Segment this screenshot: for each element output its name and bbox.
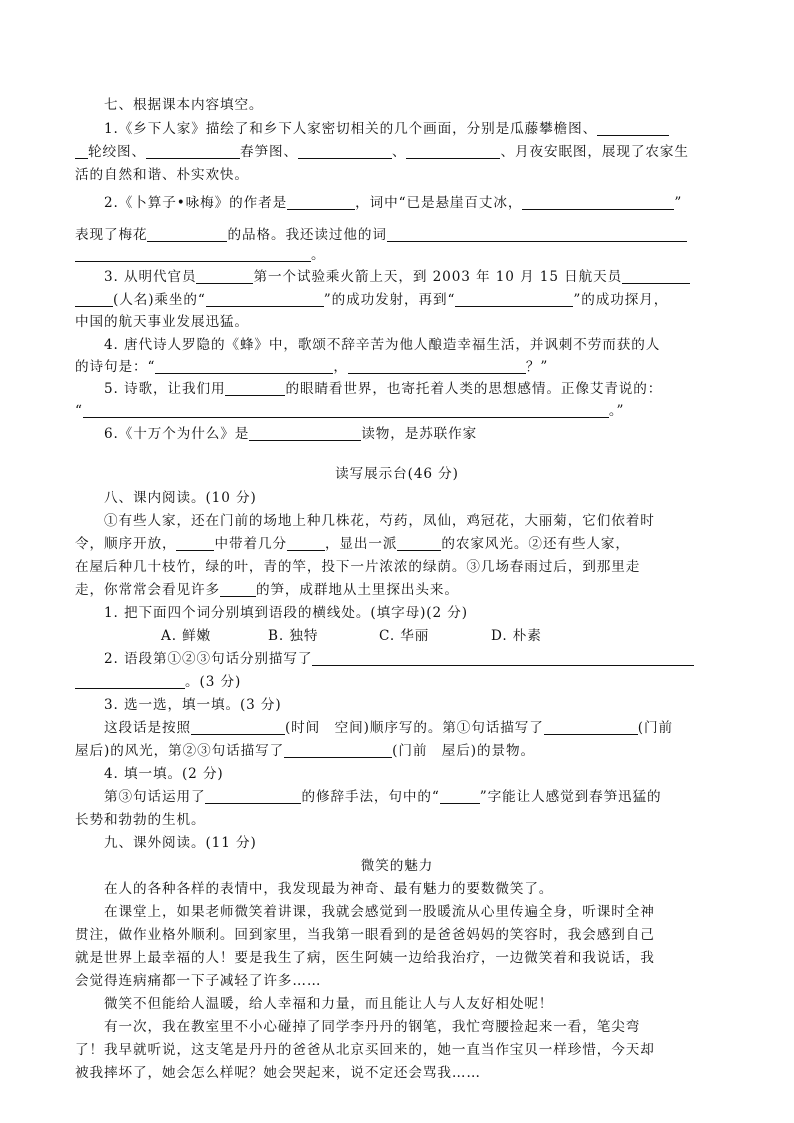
q7-3-text-c: (人名)乘坐的“: [113, 292, 206, 308]
answer-blank[interactable]: [225, 381, 285, 396]
answer-blank[interactable]: [284, 743, 392, 758]
passage-line3: 在屋后种几十枝竹，绿的叶，青的竿，投下一片浓浓的绿荫。③几场春雨过后，到那里走: [75, 559, 641, 575]
q7-2-line3: [75, 246, 326, 264]
passage-text: ，显出一派: [324, 536, 398, 552]
answer-blank[interactable]: [298, 144, 392, 159]
article-line: 有一次，我在教室里不小心碰掉了同学李丹丹的钢笔，我忙弯腰捡起来一看，笔尖弯: [104, 1019, 641, 1035]
q7-5-text-c: “: [75, 403, 83, 419]
q7-1-text-a: 1.《乡下人家》描绘了和乡下人家密切相关的几个画面，分别是瓜藤攀檐图、: [104, 121, 598, 137]
answer-blank[interactable]: [206, 292, 324, 307]
passage-text: 的笋，成群地从土里探出头来。: [255, 582, 459, 598]
q7-1-line2: [75, 143, 689, 161]
q7-4-line2: [75, 358, 548, 376]
q7-1-text-c: 春笋图、: [239, 144, 298, 160]
q8-4-line1: [104, 788, 662, 806]
passage-line1: ①有些人家，还在门前的场地上种几株花，芍药，凤仙，鸡冠花，大丽菊，它们依着时: [104, 513, 655, 529]
answer-blank[interactable]: [287, 536, 325, 551]
section9-heading: 九、课外阅读。(11 分): [104, 835, 257, 851]
section7-heading: 七、根据课本内容填空。: [104, 97, 264, 113]
article-title: 微笑的魅力: [360, 858, 434, 874]
article-line: 微笑不但能给人温暖，给人幸福和力量，而且能让人与人友好相处呢！: [104, 996, 554, 1012]
q7-3-text-e: ”的成功探月，: [573, 292, 669, 308]
q7-4-text-c: ，: [333, 359, 348, 375]
answer-blank[interactable]: [196, 269, 253, 284]
q7-2-line2: [75, 226, 687, 244]
answer-blank[interactable]: [387, 227, 687, 242]
q7-2-text-e: 的品格。我还读过他的词: [227, 227, 387, 243]
q8-3-text-c: (门前: [637, 720, 673, 736]
answer-blank[interactable]: [147, 227, 227, 242]
article-line: 贯注，做作业格外顺利。回到家里，当我第一眼看到的是爸爸妈妈的笑容时，我会感到自己: [75, 927, 655, 943]
answer-blank[interactable]: [249, 426, 361, 441]
q7-3-line3: 中国的航天事业发展迅猛。: [75, 314, 249, 330]
answer-blank[interactable]: [312, 651, 694, 666]
q7-2-line1: [104, 194, 682, 212]
answer-blank[interactable]: [83, 403, 609, 418]
answer-blank[interactable]: [406, 144, 500, 159]
q7-5-text-a: 5. 诗歌，让我们用: [104, 381, 226, 397]
q8-4-text-c: ”字能让人感觉到春笋迅猛的: [479, 789, 662, 805]
q7-3-text-b: 第一个试验乘火箭上天，到 2003 年 10 月 15 日航天员: [253, 269, 623, 285]
answer-blank[interactable]: [397, 536, 441, 551]
q7-2-text-c: ”: [674, 195, 683, 211]
q7-2-text-a: 2.《卜算子•咏梅》的作者是: [104, 195, 288, 211]
q7-6-text-b: 读物，是苏联作家: [361, 426, 478, 442]
q8-3-text-d: 屋后)的风光，第②③句话描写了: [75, 743, 285, 759]
q8-3-text-e: (门前 屋后)的景物。: [392, 743, 535, 759]
q7-5-text-d: 。”: [608, 403, 625, 419]
answer-blank[interactable]: [622, 269, 690, 284]
passage-text: 走，你常常会看见许多: [75, 582, 220, 598]
passage-text: 令，顺序开放，: [75, 536, 177, 552]
q7-1-line3: 活的自然和谐、朴实欢快。: [75, 167, 249, 183]
passage-line4: [75, 581, 459, 599]
answer-blank[interactable]: [75, 292, 113, 307]
q7-4-text-b: 的诗句是：“: [75, 359, 156, 375]
answer-blank[interactable]: [522, 195, 674, 210]
q7-6-line1: [104, 425, 477, 443]
q7-1-text-e: 、月夜安眠图，展现了农家生: [500, 144, 689, 160]
answer-blank[interactable]: [348, 359, 526, 374]
q8-2-text-a: 2. 语段第①②③句话分别描写了: [104, 651, 313, 667]
answer-blank[interactable]: [205, 789, 301, 804]
q7-1-text-d: 、: [391, 144, 407, 160]
answer-blank[interactable]: [155, 359, 333, 374]
article-line: 在课堂上，如果老师微笑着讲课，我就会感觉到一股暖流从心里传遍全身，听课时全神: [104, 904, 655, 920]
answer-blank[interactable]: [455, 292, 573, 307]
article-line: 在人的各种各样的表情中，我发现最为神奇、最有魅力的要数微笑了。: [104, 881, 554, 897]
q7-6-text-a: 6.《十万个为什么》是: [104, 426, 250, 442]
q7-5-line1: [104, 380, 662, 398]
q8-3-text-b: (时间 空间)顺序写的。第①句话描写了: [284, 720, 544, 736]
q7-3-text-a: 3. 从明代官员: [104, 269, 197, 285]
q7-4-line1: 4. 唐代诗人罗隐的《蜂》中，歌颂不辞辛苦为他人酿造幸福生活，并讽刺不劳而获的人: [104, 337, 661, 353]
q7-3-line1: [104, 268, 690, 286]
q8-2-line1: [104, 650, 694, 668]
q7-1-line1: [104, 120, 669, 138]
answer-blank[interactable]: [75, 674, 185, 689]
q7-3-text-d: ”的成功发射，再到“: [323, 292, 456, 308]
q8-3-text-a: 这段话是按照: [104, 720, 191, 736]
answer-blank[interactable]: [146, 144, 240, 159]
q8-1-option-a: A. 鲜嫩: [161, 628, 212, 644]
q7-2-text-d: 表现了梅花: [75, 227, 148, 243]
q8-3-stem: 3. 选一选，填一填。(3 分): [104, 697, 282, 713]
q7-1-text-b: 轮绞图、: [88, 144, 146, 160]
q7-2-text-f: 。: [311, 247, 326, 263]
q8-1-stem: 1. 把下面四个词分别填到语段的横线处。(填字母)(2 分): [104, 605, 468, 621]
q8-4-text-b: 的修辞手法，句中的“: [301, 789, 440, 805]
q8-1-option-b: B. 独特: [268, 628, 319, 644]
showcase-title: 读写展示台(46 分): [335, 466, 459, 482]
passage-line2: [75, 535, 630, 553]
passage-text: 中带着几分: [214, 536, 287, 552]
answer-blank[interactable]: [75, 144, 88, 159]
q8-3-line2: [75, 742, 535, 760]
q7-5-text-b: 的眼睛看世界，也寄托着人类的思想感情。正像艾青说的：: [285, 381, 663, 397]
section8-heading: 八、课内阅读。(10 分): [104, 490, 257, 506]
answer-blank[interactable]: [544, 720, 638, 735]
answer-blank[interactable]: [597, 121, 669, 136]
answer-blank[interactable]: [191, 720, 285, 735]
article-line: 就是世界上最幸福的人！要是我生了病，医生阿姨一边给我治疗，一边微笑着和我说话，我: [75, 950, 655, 966]
answer-blank[interactable]: [440, 789, 480, 804]
q8-1-option-d: D. 朴素: [491, 628, 542, 644]
q7-3-line2: [75, 291, 668, 309]
q8-2-line2: [75, 673, 241, 691]
q7-5-line2: [75, 402, 624, 420]
passage-text: 的农家风光。②还有些人家，: [441, 536, 630, 552]
answer-blank[interactable]: [287, 195, 355, 210]
q8-4-text-a: 第③句话运用了: [104, 789, 206, 805]
q8-4-stem: 4. 填一填。(2 分): [104, 766, 224, 782]
q8-1-option-c: C. 华丽: [379, 628, 430, 644]
q8-3-line1: [104, 719, 673, 737]
article-line: 会觉得连病痛都一下子减轻了许多……: [75, 973, 322, 989]
article-line: 了！我早就听说，这支笔是丹丹的爸爸从北京买回来的，她一直当作宝贝一样珍惜，今天却: [75, 1042, 655, 1058]
answer-blank[interactable]: [220, 582, 256, 597]
answer-blank[interactable]: [75, 247, 311, 262]
answer-blank[interactable]: [176, 536, 214, 551]
article-line: 被我摔坏了，她会怎么样呢？她会哭起来，说不定还会骂我……: [75, 1065, 481, 1081]
q7-2-text-b: ，词中“已是悬崖百丈冰，: [355, 195, 523, 211]
q8-4-line2: 长势和勃勃的生机。: [75, 812, 206, 828]
q7-4-text-d: ？”: [525, 359, 549, 375]
q8-2-text-b: 。(3 分): [185, 674, 242, 690]
